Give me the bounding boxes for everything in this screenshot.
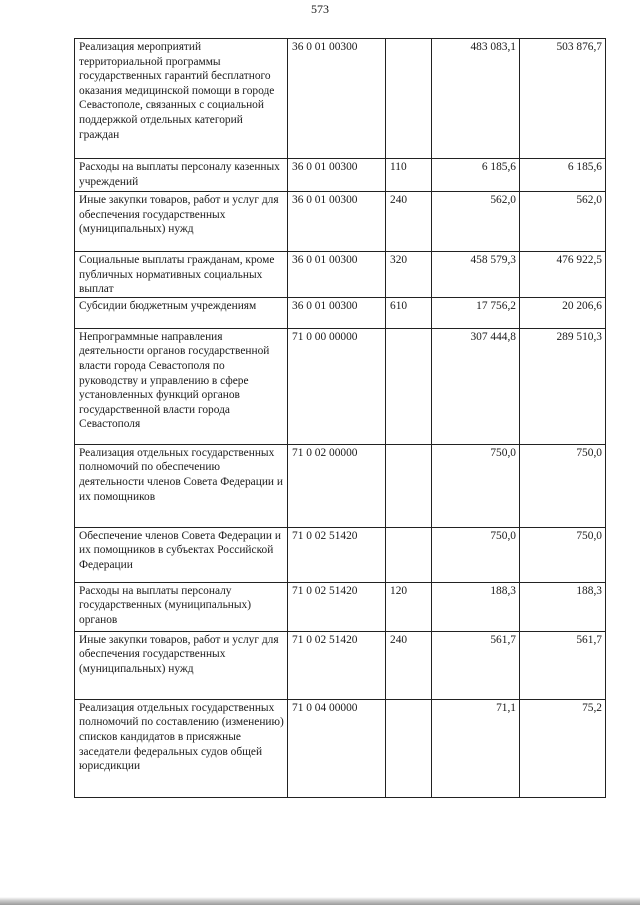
- table-row: [75, 297, 606, 328]
- row-expense-type: [386, 527, 432, 582]
- table-row: [75, 444, 606, 527]
- row-name: Иные закупки товаров, работ и услуг для обеспечения государственных (муниципальных) нужд: [79, 194, 279, 236]
- row-value-2: 289 510,3: [520, 328, 606, 444]
- row-code: 71 0 00 00000: [288, 328, 386, 444]
- row-expense-type: [386, 328, 432, 444]
- row-name-cell: [75, 297, 288, 328]
- row-name-cell: [75, 192, 288, 252]
- row-expense-type: 610: [386, 297, 432, 328]
- row-value-2: 750,0: [520, 444, 606, 527]
- row-value-2: 75,2: [520, 699, 606, 797]
- row-name: Иные закупки товаров, работ и услуг для обеспечения государственных (муниципальных) нужд: [79, 633, 279, 675]
- row-value-2: 750,0: [520, 527, 606, 582]
- budget-table: [74, 38, 606, 798]
- row-name-cell: [75, 582, 288, 631]
- row-expense-type: 110: [386, 159, 432, 192]
- table-row: [75, 699, 606, 797]
- row-value-1: 458 579,3: [432, 252, 520, 298]
- row-value-1: 71,1: [432, 699, 520, 797]
- row-name-cell: [75, 631, 288, 699]
- row-value-1: 561,7: [432, 631, 520, 699]
- row-value-2: 6 185,6: [520, 159, 606, 192]
- row-code: 36 0 01 00300: [288, 159, 386, 192]
- row-value-2: 188,3: [520, 582, 606, 631]
- row-value-1: 562,0: [432, 192, 520, 252]
- row-code: 36 0 01 00300: [288, 192, 386, 252]
- row-code: 71 0 02 00000: [288, 444, 386, 527]
- row-name-cell: [75, 159, 288, 192]
- row-expense-type: [386, 699, 432, 797]
- row-value-1: 17 756,2: [432, 297, 520, 328]
- row-code: 36 0 01 00300: [288, 297, 386, 328]
- row-name: Реализация мероприятий территориальной программы государственных гарантий бесплатного оказания медицинской помощи в городе Севастополе, связанных с социальной поддержкой отдельных категорий граждан: [79, 41, 275, 141]
- row-value-2: 476 922,5: [520, 252, 606, 298]
- row-expense-type: [386, 444, 432, 527]
- table-row: [75, 192, 606, 252]
- row-name-cell: [75, 527, 288, 582]
- row-name: Расходы на выплаты персоналу государственных (муниципальных) органов: [79, 584, 252, 626]
- table-row: [75, 252, 606, 298]
- row-name-cell: [75, 444, 288, 527]
- row-value-2: 503 876,7: [520, 39, 606, 159]
- row-value-1: 483 083,1: [432, 39, 520, 159]
- row-name: Социальные выплаты гражданам, кроме публичных нормативных социальных выплат: [79, 254, 275, 296]
- row-name: Реализация отдельных государственных полномочий по составлению (изменению) списков кандидатов в присяжные заседатели федеральных судов общей юрисдикции: [79, 701, 284, 773]
- row-name: Реализация отдельных государственных полномочий по обеспечению деятельности членов Совета Федерации и их помощников: [79, 446, 283, 503]
- row-expense-type: 320: [386, 252, 432, 298]
- row-name: Субсидии бюджетным учреждениям: [79, 299, 257, 312]
- row-value-2: 561,7: [520, 631, 606, 699]
- row-name-cell: [75, 252, 288, 298]
- page-number: 573: [311, 2, 329, 16]
- row-value-1: 188,3: [432, 582, 520, 631]
- row-value-2: 20 206,6: [520, 297, 606, 328]
- row-code: 71 0 02 51420: [288, 527, 386, 582]
- row-expense-type: [386, 39, 432, 159]
- row-name: Расходы на выплаты персоналу казенных учреждений: [79, 161, 280, 188]
- table-row: [75, 631, 606, 699]
- row-value-1: 307 444,8: [432, 328, 520, 444]
- row-expense-type: 240: [386, 631, 432, 699]
- row-name: Непрограммные направления деятельности органов государственной власти города Севастополя по руководству и управлению в сфере установленных функций органов государственной власти города Севастополя: [79, 330, 270, 431]
- table-row: [75, 159, 606, 192]
- row-code: 36 0 01 00300: [288, 252, 386, 298]
- row-code: 71 0 04 00000: [288, 699, 386, 797]
- row-code: 36 0 01 00300: [288, 39, 386, 159]
- row-value-1: 6 185,6: [432, 159, 520, 192]
- row-name-cell: [75, 328, 288, 444]
- table-row: [75, 527, 606, 582]
- row-code: 71 0 02 51420: [288, 582, 386, 631]
- row-name-cell: [75, 699, 288, 797]
- row-value-1: 750,0: [432, 444, 520, 527]
- table-row: [75, 582, 606, 631]
- row-value-1: 750,0: [432, 527, 520, 582]
- table-row: [75, 39, 606, 159]
- row-code: 71 0 02 51420: [288, 631, 386, 699]
- scan-edge: [0, 897, 640, 905]
- row-expense-type: 120: [386, 582, 432, 631]
- row-value-2: 562,0: [520, 192, 606, 252]
- row-name-cell: [75, 39, 288, 159]
- row-expense-type: 240: [386, 192, 432, 252]
- table-row: [75, 328, 606, 444]
- row-name: Обеспечение членов Совета Федерации и их помощников в субъектах Российской Федерации: [79, 529, 281, 571]
